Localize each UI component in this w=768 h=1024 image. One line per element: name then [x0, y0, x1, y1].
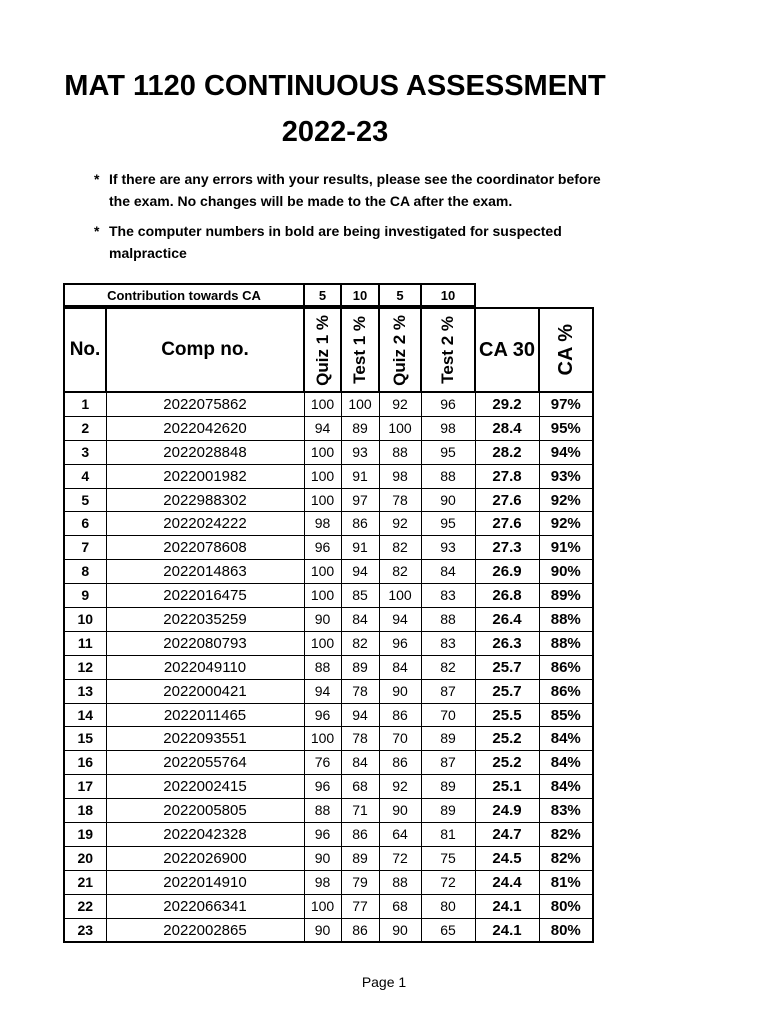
- comp-number: 2022078608: [106, 536, 304, 560]
- row-number: 12: [64, 655, 106, 679]
- ca30-score: 25.2: [475, 727, 539, 751]
- table-row: [64, 775, 593, 799]
- contribution-weight: 5: [304, 284, 341, 306]
- test2-score: 83: [421, 631, 475, 655]
- quiz1-score: 98: [304, 870, 341, 894]
- ca-percent: 91%: [539, 536, 593, 560]
- quiz1-score: 90: [304, 918, 341, 942]
- quiz1-score: 76: [304, 751, 341, 775]
- quiz1-score: 100: [304, 488, 341, 512]
- ca30-score: 28.2: [475, 440, 539, 464]
- quiz2-score: 68: [379, 894, 421, 918]
- note-errors: [94, 168, 614, 212]
- test1-score: 84: [341, 751, 379, 775]
- test1-score: 77: [341, 894, 379, 918]
- header-ca30: CA 30: [475, 308, 539, 392]
- quiz1-score: 100: [304, 894, 341, 918]
- test1-score: 68: [341, 775, 379, 799]
- header-quiz2: Quiz 2 %: [379, 308, 421, 392]
- ca30-score: 27.3: [475, 536, 539, 560]
- row-number: 8: [64, 560, 106, 584]
- comp-number: 2022066341: [106, 894, 304, 918]
- test2-score: 80: [421, 894, 475, 918]
- quiz2-score: 98: [379, 464, 421, 488]
- ca30-score: 26.3: [475, 631, 539, 655]
- quiz1-score: 96: [304, 775, 341, 799]
- comp-number: 2022001982: [106, 464, 304, 488]
- test1-score: 78: [341, 727, 379, 751]
- table-row: [64, 560, 593, 584]
- row-number: 9: [64, 584, 106, 608]
- ca-percent: 92%: [539, 512, 593, 536]
- test2-score: 70: [421, 703, 475, 727]
- table-row: [64, 392, 593, 416]
- comp-number: 2022028848: [106, 440, 304, 464]
- test1-score: 97: [341, 488, 379, 512]
- test2-score: 88: [421, 608, 475, 632]
- quiz2-score: 92: [379, 512, 421, 536]
- quiz2-score: 86: [379, 751, 421, 775]
- comp-number: 2022014910: [106, 870, 304, 894]
- test2-score: 84: [421, 560, 475, 584]
- table-row: [64, 608, 593, 632]
- header-quiz1: Quiz 1 %: [304, 308, 341, 392]
- test1-score: 82: [341, 631, 379, 655]
- comp-number: 2022049110: [106, 655, 304, 679]
- comp-number: 2022042328: [106, 823, 304, 847]
- quiz2-score: 96: [379, 631, 421, 655]
- test2-score: 81: [421, 823, 475, 847]
- ca-percent: 86%: [539, 655, 593, 679]
- test2-score: 65: [421, 918, 475, 942]
- comp-number: 2022002415: [106, 775, 304, 799]
- test2-score: 82: [421, 655, 475, 679]
- table-row: [64, 679, 593, 703]
- ca-percent: 95%: [539, 416, 593, 440]
- quiz2-score: 82: [379, 560, 421, 584]
- table-row: [64, 416, 593, 440]
- comp-number: 2022024222: [106, 512, 304, 536]
- quiz1-score: 100: [304, 392, 341, 416]
- quiz2-score: 86: [379, 703, 421, 727]
- ca-percent: 92%: [539, 488, 593, 512]
- quiz1-score: 88: [304, 655, 341, 679]
- table-row: [64, 846, 593, 870]
- test2-score: 75: [421, 846, 475, 870]
- row-number: 22: [64, 894, 106, 918]
- table-row: [64, 631, 593, 655]
- row-number: 20: [64, 846, 106, 870]
- ca30-score: 25.1: [475, 775, 539, 799]
- row-number: 6: [64, 512, 106, 536]
- ca30-score: 24.4: [475, 870, 539, 894]
- comp-number: 2022000421: [106, 679, 304, 703]
- ca-percent: 90%: [539, 560, 593, 584]
- ca-percent: 82%: [539, 823, 593, 847]
- ca-percent: 88%: [539, 608, 593, 632]
- quiz2-score: 88: [379, 870, 421, 894]
- comp-number: 2022055764: [106, 751, 304, 775]
- header-test2: Test 2 %: [421, 308, 475, 392]
- results-table: [63, 307, 594, 943]
- ca30-score: 25.7: [475, 679, 539, 703]
- test2-score: 93: [421, 536, 475, 560]
- test1-score: 86: [341, 918, 379, 942]
- comp-number: 2022042620: [106, 416, 304, 440]
- table-row: [64, 536, 593, 560]
- header-ca-percent: CA %: [539, 308, 593, 392]
- ca30-score: 25.7: [475, 655, 539, 679]
- table-row: [64, 823, 593, 847]
- header-test1: Test 1 %: [341, 308, 379, 392]
- quiz2-score: 70: [379, 727, 421, 751]
- ca30-score: 24.5: [475, 846, 539, 870]
- table-row: [64, 918, 593, 942]
- row-number: 15: [64, 727, 106, 751]
- contribution-label: Contribution towards CA: [64, 284, 304, 306]
- comp-number: 2022093551: [106, 727, 304, 751]
- test1-score: 94: [341, 560, 379, 584]
- test2-score: 89: [421, 799, 475, 823]
- quiz1-score: 96: [304, 823, 341, 847]
- note-bullet: *: [94, 223, 100, 239]
- ca30-score: 24.7: [475, 823, 539, 847]
- test2-score: 87: [421, 679, 475, 703]
- table-row: [64, 464, 593, 488]
- test2-score: 95: [421, 512, 475, 536]
- comp-number: 2022002865: [106, 918, 304, 942]
- test2-score: 89: [421, 727, 475, 751]
- quiz1-score: 96: [304, 536, 341, 560]
- quiz2-score: 72: [379, 846, 421, 870]
- row-number: 13: [64, 679, 106, 703]
- test1-score: 91: [341, 464, 379, 488]
- quiz1-score: 100: [304, 727, 341, 751]
- row-number: 19: [64, 823, 106, 847]
- table-row: [64, 727, 593, 751]
- quiz2-score: 64: [379, 823, 421, 847]
- test2-score: 87: [421, 751, 475, 775]
- contribution-table: [63, 283, 476, 307]
- header-no: No.: [64, 308, 106, 392]
- ca-percent: 89%: [539, 584, 593, 608]
- quiz2-score: 90: [379, 679, 421, 703]
- row-number: 16: [64, 751, 106, 775]
- test1-score: 91: [341, 536, 379, 560]
- quiz1-score: 100: [304, 631, 341, 655]
- ca30-score: 25.2: [475, 751, 539, 775]
- ca30-score: 28.4: [475, 416, 539, 440]
- row-number: 21: [64, 870, 106, 894]
- row-number: 23: [64, 918, 106, 942]
- quiz1-score: 100: [304, 560, 341, 584]
- quiz2-score: 94: [379, 608, 421, 632]
- row-number: 17: [64, 775, 106, 799]
- ca30-score: 25.5: [475, 703, 539, 727]
- ca30-score: 24.1: [475, 894, 539, 918]
- ca-percent: 94%: [539, 440, 593, 464]
- header-row: [64, 308, 593, 392]
- comp-number: 2022035259: [106, 608, 304, 632]
- ca-percent: 97%: [539, 392, 593, 416]
- table-row: [64, 894, 593, 918]
- quiz2-score: 100: [379, 416, 421, 440]
- comp-number: 2022011465: [106, 703, 304, 727]
- table-row: [64, 584, 593, 608]
- quiz1-score: 88: [304, 799, 341, 823]
- ca-percent: 83%: [539, 799, 593, 823]
- row-number: 4: [64, 464, 106, 488]
- test2-score: 83: [421, 584, 475, 608]
- quiz2-score: 82: [379, 536, 421, 560]
- row-number: 14: [64, 703, 106, 727]
- ca-percent: 82%: [539, 846, 593, 870]
- comp-number: 2022075862: [106, 392, 304, 416]
- quiz1-score: 100: [304, 440, 341, 464]
- comp-number: 2022080793: [106, 631, 304, 655]
- row-number: 10: [64, 608, 106, 632]
- note-text: The computer numbers in bold are being investigated for suspected malpractice: [109, 223, 562, 261]
- quiz1-score: 90: [304, 846, 341, 870]
- row-number: 1: [64, 392, 106, 416]
- test2-score: 72: [421, 870, 475, 894]
- test2-score: 90: [421, 488, 475, 512]
- test1-score: 84: [341, 608, 379, 632]
- test2-score: 88: [421, 464, 475, 488]
- note-text: If there are any errors with your results, please see the coordinator before the exam. No changes will be made to the CA after the exam.: [109, 171, 601, 209]
- page-number: Page 1: [361, 974, 407, 990]
- ca30-score: 27.8: [475, 464, 539, 488]
- quiz2-score: 92: [379, 392, 421, 416]
- ca-percent: 93%: [539, 464, 593, 488]
- contribution-weight: 5: [379, 284, 421, 306]
- quiz1-score: 90: [304, 608, 341, 632]
- test2-score: 89: [421, 775, 475, 799]
- contribution-row: [64, 284, 475, 306]
- quiz1-score: 100: [304, 584, 341, 608]
- row-number: 18: [64, 799, 106, 823]
- document-year: 2022-23: [281, 116, 389, 148]
- test1-score: 86: [341, 823, 379, 847]
- table-row: [64, 870, 593, 894]
- ca-percent: 86%: [539, 679, 593, 703]
- test1-score: 85: [341, 584, 379, 608]
- quiz2-score: 90: [379, 799, 421, 823]
- test1-score: 86: [341, 512, 379, 536]
- test1-score: 100: [341, 392, 379, 416]
- quiz1-score: 94: [304, 416, 341, 440]
- ca-percent: 84%: [539, 751, 593, 775]
- row-number: 7: [64, 536, 106, 560]
- contribution-weight: 10: [341, 284, 379, 306]
- quiz1-score: 100: [304, 464, 341, 488]
- table-row: [64, 488, 593, 512]
- row-number: 5: [64, 488, 106, 512]
- comp-number: 2022026900: [106, 846, 304, 870]
- quiz1-score: 96: [304, 703, 341, 727]
- test1-score: 94: [341, 703, 379, 727]
- row-number: 2: [64, 416, 106, 440]
- ca-percent: 85%: [539, 703, 593, 727]
- quiz2-score: 100: [379, 584, 421, 608]
- quiz2-score: 92: [379, 775, 421, 799]
- comp-number: 2022005805: [106, 799, 304, 823]
- quiz2-score: 84: [379, 655, 421, 679]
- quiz2-score: 90: [379, 918, 421, 942]
- ca-percent: 84%: [539, 727, 593, 751]
- ca30-score: 26.4: [475, 608, 539, 632]
- quiz2-score: 78: [379, 488, 421, 512]
- note-malpractice: [94, 220, 614, 264]
- test2-score: 96: [421, 392, 475, 416]
- quiz1-score: 98: [304, 512, 341, 536]
- ca30-score: 24.1: [475, 918, 539, 942]
- comp-number: 2022014863: [106, 560, 304, 584]
- ca-percent: 80%: [539, 918, 593, 942]
- ca-percent: 81%: [539, 870, 593, 894]
- ca30-score: 24.9: [475, 799, 539, 823]
- header-comp-no: Comp no.: [106, 308, 304, 392]
- ca-percent: 88%: [539, 631, 593, 655]
- test2-score: 95: [421, 440, 475, 464]
- ca30-score: 27.6: [475, 488, 539, 512]
- row-number: 11: [64, 631, 106, 655]
- ca30-score: 27.6: [475, 512, 539, 536]
- note-bullet: *: [94, 171, 100, 187]
- table-row: [64, 440, 593, 464]
- ca30-score: 29.2: [475, 392, 539, 416]
- document-title: MAT 1120 CONTINUOUS ASSESSMENT: [64, 70, 606, 102]
- comp-number: 2022988302: [106, 488, 304, 512]
- quiz2-score: 88: [379, 440, 421, 464]
- ca-percent: 84%: [539, 775, 593, 799]
- row-number: 3: [64, 440, 106, 464]
- quiz1-score: 94: [304, 679, 341, 703]
- test1-score: 93: [341, 440, 379, 464]
- table-row: [64, 799, 593, 823]
- comp-number: 2022016475: [106, 584, 304, 608]
- table-row: [64, 751, 593, 775]
- ca30-score: 26.9: [475, 560, 539, 584]
- ca30-score: 26.8: [475, 584, 539, 608]
- table-row: [64, 512, 593, 536]
- table-row: [64, 703, 593, 727]
- test1-score: 89: [341, 846, 379, 870]
- contribution-weight: 10: [421, 284, 475, 306]
- test1-score: 89: [341, 416, 379, 440]
- test1-score: 79: [341, 870, 379, 894]
- ca-percent: 80%: [539, 894, 593, 918]
- test2-score: 98: [421, 416, 475, 440]
- test1-score: 89: [341, 655, 379, 679]
- table-row: [64, 655, 593, 679]
- test1-score: 78: [341, 679, 379, 703]
- test1-score: 71: [341, 799, 379, 823]
